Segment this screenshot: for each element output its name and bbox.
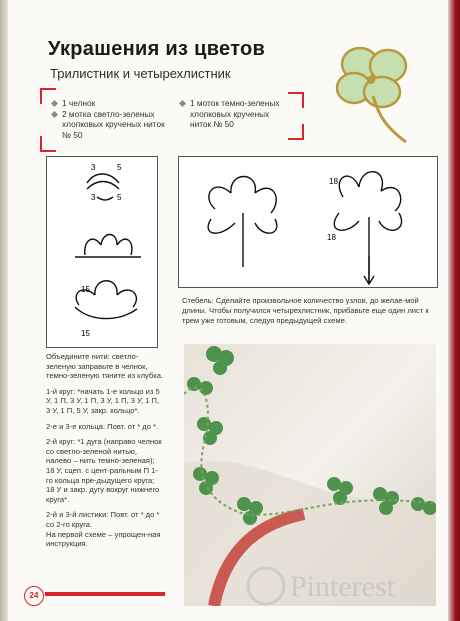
diagram-rings: [46, 156, 158, 348]
stem-caption: Стебель: Сделайте произвольное количество узлов, до желае-мой длины. Чтобы получился четырехлистник, прибавьте еще один лист к трем уже готовым, следуя предыдущей схеме.: [182, 296, 429, 325]
instruction-paragraph: На первой схеме – упрощен-ная инструкция.: [46, 529, 161, 549]
footer-bar: [45, 592, 165, 596]
instruction-paragraph: 2-й круг: *1 дуга (направо челнок со светло-зеленой нитью, налево – нить темно-зеленая); 18 У, сцеп. с цент-ральным П 1-го кольца пре-дыдущего круга; 18 У и закр. дугу вокруг нижнего круга*.: [46, 437, 162, 504]
label-5: 5: [117, 163, 122, 172]
bracket-top-right: [288, 92, 304, 108]
clover-schematic: [179, 157, 437, 287]
materials-left: [52, 98, 170, 140]
label-15: 15: [81, 285, 90, 294]
label-5: 5: [117, 193, 122, 202]
bullet-diamond-icon: [179, 100, 186, 107]
instruction-paragraph: 2-е и 3-е кольца: Повт. от * до *.: [46, 421, 159, 431]
label-18: 18: [329, 177, 338, 186]
book-spine: [0, 0, 8, 621]
clover-illustration: [318, 38, 438, 148]
instruction-paragraph: Объедините нити: светло-зеленую заправьте в челнок, темно-зеленую тяните из клубка.: [46, 352, 164, 381]
magazine-page: [8, 0, 448, 621]
label-3: 3: [91, 163, 96, 172]
material-item: 1 челнок: [52, 98, 170, 109]
label-18: 18: [327, 233, 336, 242]
instruction-paragraph: 2-й и 3-й листики: Повт. от * до * со 2-го круга.: [46, 510, 160, 529]
page-title: Украшения из цветов: [48, 38, 266, 60]
instructions: [46, 352, 164, 555]
bracket-bottom-right: [288, 124, 304, 140]
bullet-diamond-icon: [51, 100, 58, 107]
material-item: 2 мотка светло-зеленых хлопковых крученых ниток № 50: [52, 109, 170, 141]
book-edge: [448, 0, 460, 621]
bullet-diamond-icon: [51, 110, 58, 117]
arrow-down-icon: [362, 256, 376, 286]
svg-text:Pinterest: Pinterest: [290, 570, 395, 603]
page-number: 24: [24, 586, 44, 606]
instruction-paragraph: 1-й круг: *начать 1-е кольцо из 5 У, 1 П, 3 У, 1 П, 3 У, 1 П, 3 У, 1 П, 3 У, 1 П, 5 У, закр. кольцо*.: [46, 386, 160, 415]
label-15: 15: [81, 329, 90, 338]
material-item: 1 моток темно-зеленых хлопковых крученых ниток № 50: [180, 98, 288, 130]
label-3: 3: [91, 193, 96, 202]
ring-schematic: [47, 157, 157, 347]
diagram-clover: [178, 156, 438, 288]
watermark-logo: [246, 556, 436, 616]
page-subtitle: Трилистник и четырехлистник: [50, 66, 231, 81]
materials-right: [180, 98, 288, 130]
